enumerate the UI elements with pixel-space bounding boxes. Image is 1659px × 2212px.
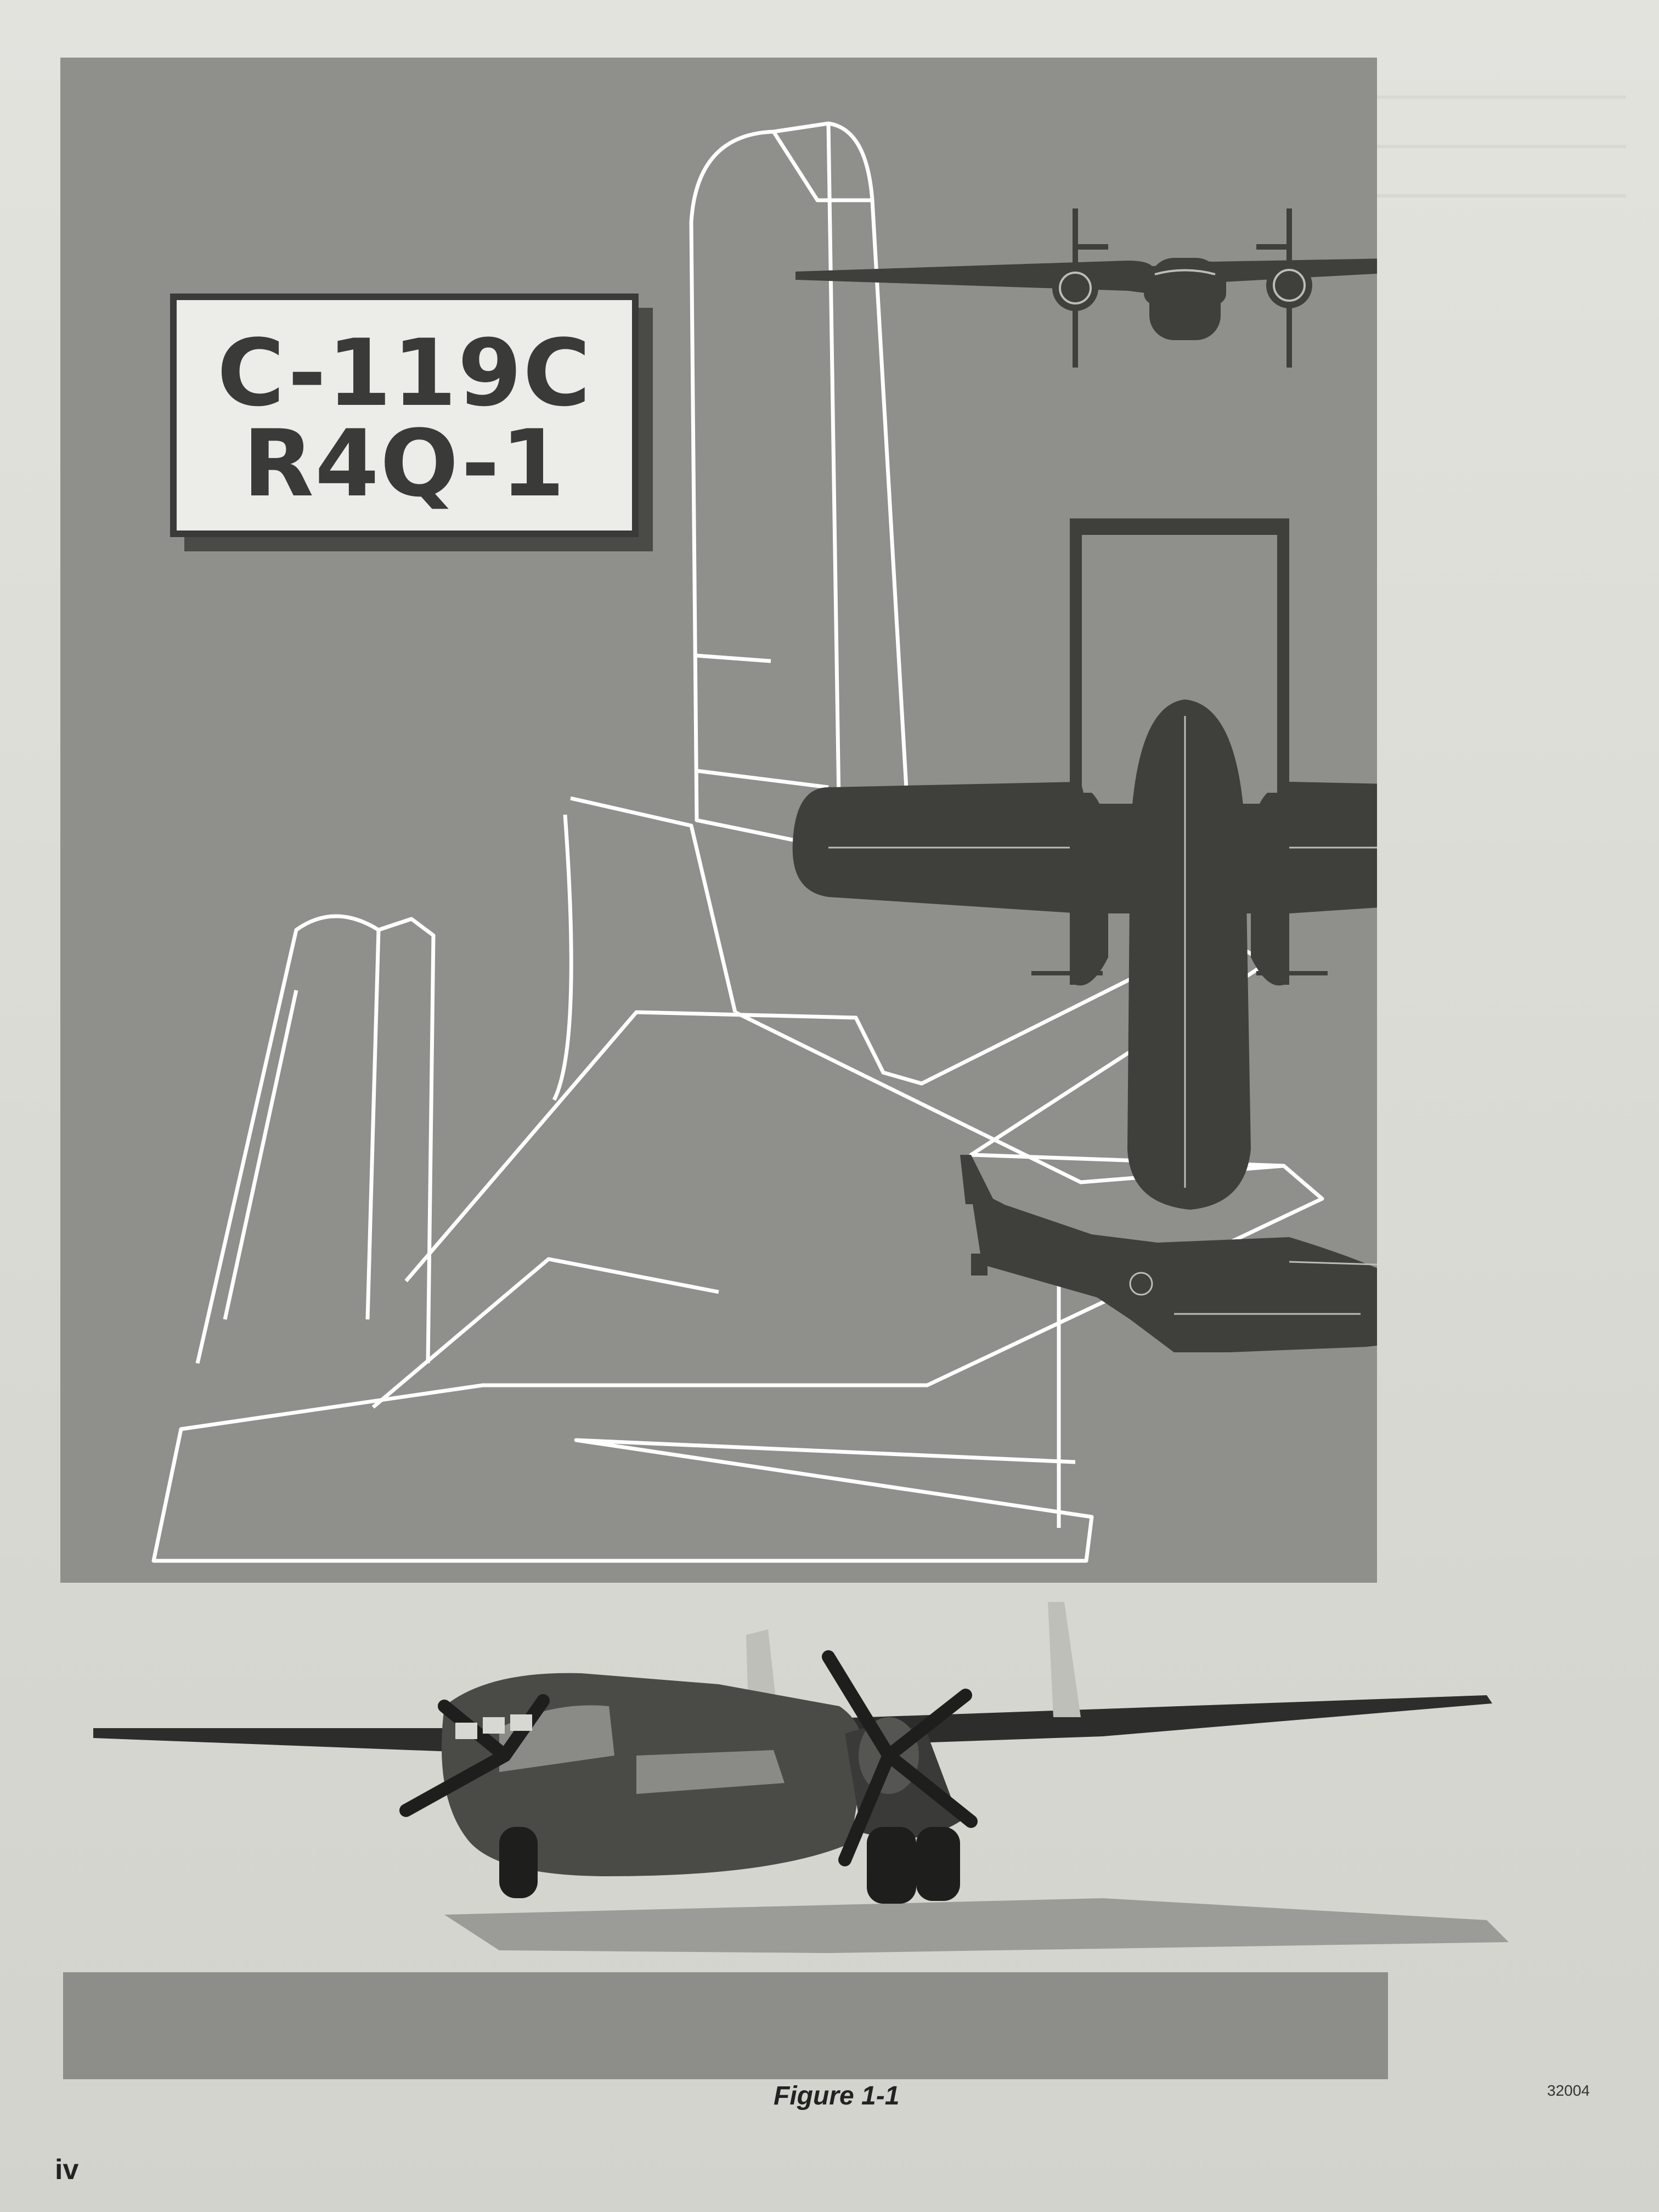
plate-number: 32004	[1547, 2082, 1590, 2099]
figure-caption: Figure 1-1	[774, 2081, 900, 2111]
page-number: iv	[55, 2154, 79, 2186]
illustration-plate	[60, 58, 1377, 1583]
model-title-line-2: R4Q-1	[242, 410, 566, 517]
aircraft-photograph	[60, 1591, 1509, 1964]
title-box	[170, 294, 639, 537]
caption-bar	[63, 1972, 1388, 2079]
model-title-line-1: C-119C	[217, 319, 592, 427]
front-view-silhouette	[795, 208, 1377, 368]
plate-drawings	[60, 58, 1377, 1583]
photo-shadow	[444, 1898, 1509, 1953]
top-view-silhouette	[793, 518, 1377, 1210]
